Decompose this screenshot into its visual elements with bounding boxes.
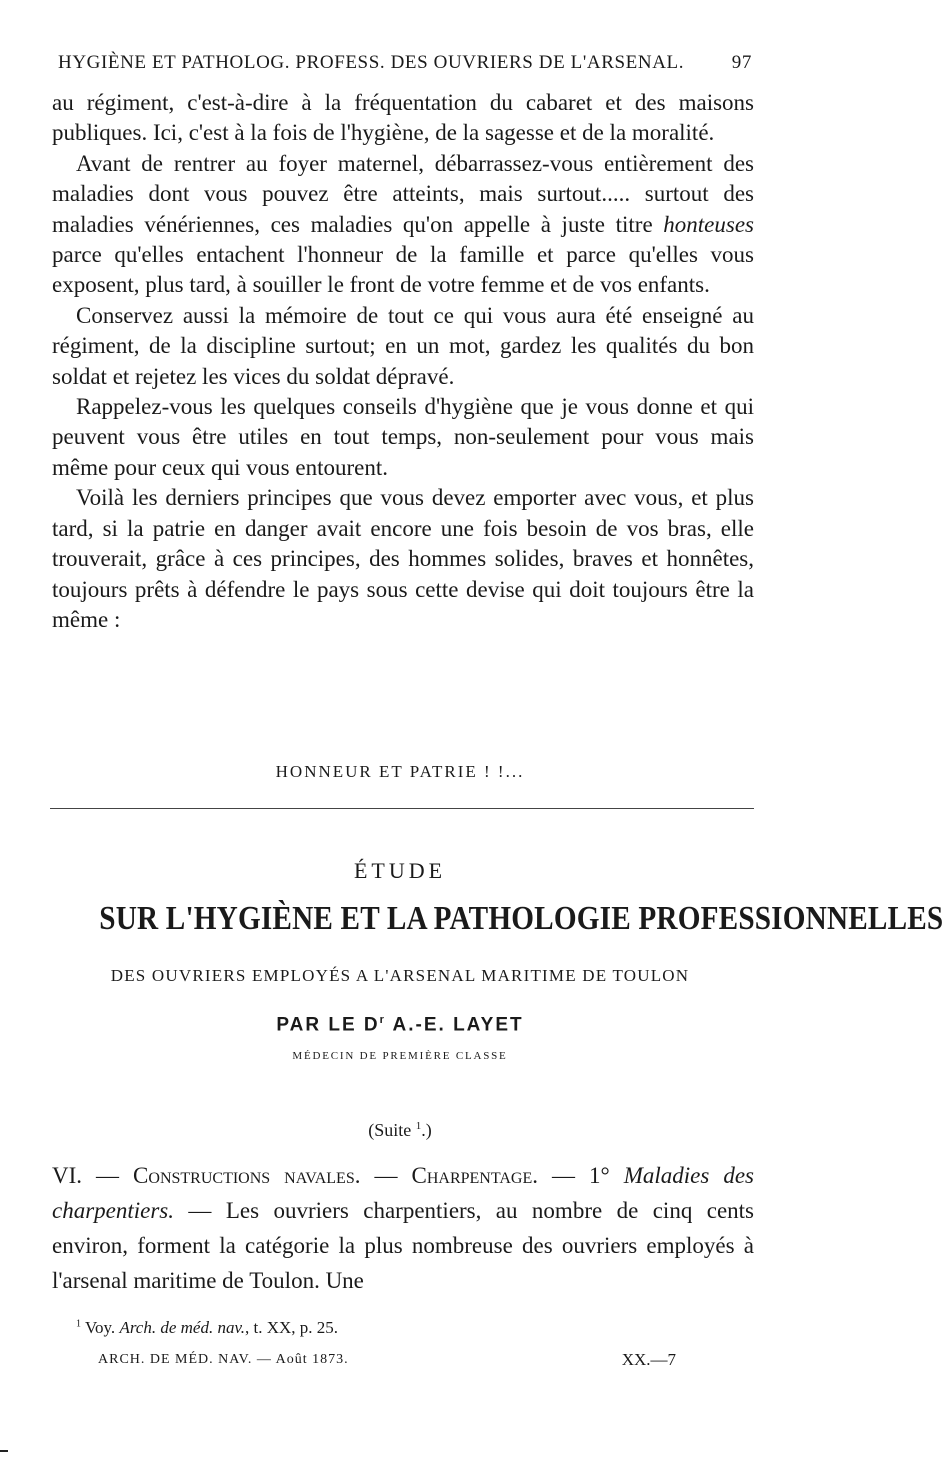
suite-end: .) (421, 1120, 432, 1140)
footnote-mark: 1 (76, 1318, 81, 1330)
motto: HONNEUR ET PATRIE ! !... (275, 762, 525, 781)
footnote-text: Voy. (81, 1318, 120, 1337)
section-subnumber: — 1° (538, 1163, 624, 1188)
footnote-ref[interactable]: 1 (415, 1120, 422, 1132)
section-divider (50, 808, 754, 809)
paragraph-1-text: au régiment, c'est-à-dire à la fréquentation du cabaret et des maisons publiques. Ici, c'est à la fois de l'hygiène, de la sagesse et de la moralité. (52, 90, 754, 146)
article-author (0, 1014, 800, 1036)
footnote-text-end: , t. XX, p. 25. (245, 1318, 339, 1337)
section-numeral: VI. — (52, 1163, 134, 1188)
section-vi (52, 1158, 754, 1298)
footnote (76, 1318, 338, 1338)
section-paragraph (52, 1158, 754, 1298)
scan-edge-mark (0, 1450, 8, 1452)
section-italic-heading: Maladies des charpentiers. (52, 1163, 755, 1223)
paragraph-4 (52, 392, 754, 483)
paragraph-3 (52, 301, 754, 392)
paragraph-1 (52, 88, 754, 149)
paragraph-5 (52, 483, 754, 635)
author-prefix: PAR LE D (276, 1014, 380, 1036)
section-text: — Les ouvriers charpentiers, au nombre de cinq cents environ, forment la catégorie la plus nombreuse des ouvriers employés à l'arsenal maritime de Toulon. Une (52, 1198, 754, 1293)
author-sup: r (379, 1014, 386, 1026)
article-kicker: ÉTUDE (353, 858, 447, 883)
article-title: SUR L'HYGIÈNE ET LA PATHOLOGIE PROFESSIONNELLES (99, 900, 943, 937)
signature-mark: XX.—7 (621, 1350, 676, 1369)
paragraph-4-text: Rappelez-vous les quelques conseils d'hygiène que je vous donne et qui peuvent vous être utiles en tout temps, non-seulement pour vous mais même pour ceux qui vous entourent. (52, 394, 754, 480)
footnote-source: Arch. de méd. nav. (119, 1318, 246, 1337)
section-heading: Constructions navales. (133, 1163, 361, 1188)
paragraph-3-text: Conservez aussi la mémoire de tout ce qui vous aura été enseigné au régiment, de la discipline surtout; en un mot, gardez les qualités du bon soldat et rejetez les vices du soldat dépravé. (52, 302, 754, 389)
suite-label: (Suite (368, 1120, 416, 1140)
section-subheading: Charpentage. (411, 1163, 538, 1188)
running-head (58, 52, 752, 74)
suite-note (0, 1120, 800, 1141)
paragraph-2-text-end: parce qu'elles entachent l'honneur de la famille et parce qu'elles vous exposent, plus tard, à souiller le front de votre femme et de vos enfants. (52, 242, 754, 298)
running-title: HYGIÈNE ET PATHOLOG. PROFESS. DES OUVRIERS DE L'ARSENAL. (58, 52, 685, 73)
paragraph-2-text: Avant de rentrer au foyer maternel, débarrassez-vous entièrement des maladies dont vous pouvez être atteints, mais surtout..... surtout des maladies vénériennes, ces maladies qu'on appelle à juste titre (52, 150, 754, 237)
section-dash: — (360, 1163, 412, 1188)
journal-line: ARCH. DE MÉD. NAV. — Août 1873. (98, 1352, 349, 1367)
page-number: 97 (731, 52, 752, 73)
paragraph-5-text: Voilà les derniers principes que vous devez emporter avec vous, et plus tard, si la patrie en danger avait encore une fois besoin de vos bras, elle trouverait, grâce à ces principes, des hommes solides, braves et honnêtes, toujours prêts à défendre le pays sous cette devise qui doit toujours être la même : (52, 485, 754, 632)
article-subtitle: DES OUVRIERS EMPLOYÉS A L'ARSENAL MARITIME DE TOULON (110, 966, 690, 985)
body-text (52, 88, 754, 635)
italic-word: honteuses (663, 211, 754, 237)
author-rank: MÉDECIN DE PREMIÈRE CLASSE (292, 1050, 508, 1062)
paragraph-2 (52, 149, 754, 301)
author-name: A.-E. LAYET (385, 1014, 524, 1036)
